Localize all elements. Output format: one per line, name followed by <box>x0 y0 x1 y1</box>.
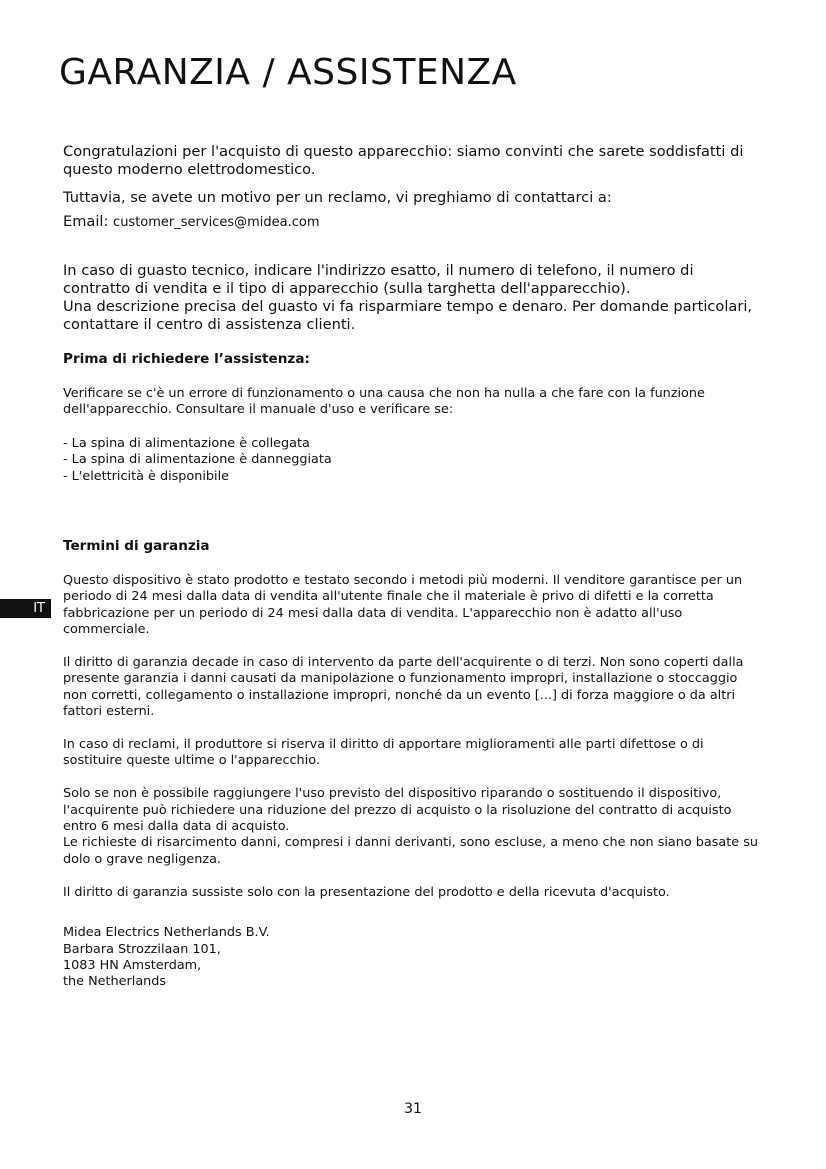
warranty-paragraph: In caso di reclami, il produttore si riserva il diritto di apportare miglioramenti alle parti difettose o di sostituire queste ultime o l'apparecchio. <box>63 737 704 769</box>
address-country: the Netherlands <box>63 974 167 990</box>
email-label: Email: <box>63 213 109 230</box>
technical-fault-text: In caso di guasto tecnico, indicare l'indirizzo esatto, il numero di telefono, il numero di contratto di vendita e il tipo di apparecchio (sulla targhetta dell'apparecchio). <box>63 262 694 297</box>
check-item: - La spina di alimentazione è collegata <box>63 435 310 451</box>
language-tab: IT <box>0 599 51 618</box>
before-service-text: Verificare se c'è un errore di funzionamento o una causa che non ha nulla a che fare con la funzione dell'apparecchio. Consultare il manuale d'uso e verificare se: <box>63 386 705 418</box>
email-line <box>63 213 763 232</box>
company-address <box>63 925 763 991</box>
warranty-terms-heading: Termini di garanzia <box>63 538 210 555</box>
check-item: - L'elettricità è disponibile <box>63 468 230 484</box>
before-service-heading: Prima di richiedere l’assistenza: <box>63 351 310 367</box>
page-title: GARANZIA / ASSISTENZA <box>59 52 517 93</box>
check-item: - La spina di alimentazione è danneggiata <box>63 452 332 468</box>
damages-text: Le richieste di risarcimento danni, compresi i danni derivanti, sono escluse, a meno che non siano basate su dolo o grave negligenza. <box>63 835 758 867</box>
check-list <box>63 436 763 485</box>
remedy-text: Solo se non è possibile raggiungere l'uso previsto del dispositivo riparando o sostituendo il dispositivo, l'acquirente può richiedere una riduzione del prezzo di acquisto o la risoluzione del contratto di acquisto entro 6 mesi dalla data di acquisto. <box>63 786 732 835</box>
intro-paragraph: Congratulazioni per l'acquisto di questo apparecchio: siamo convinti che sarete soddisfatti di questo moderno elettrodomestico. <box>63 143 744 178</box>
warranty-paragraph <box>63 786 763 868</box>
warranty-paragraph: Questo dispositivo è stato prodotto e testato secondo i metodi più moderni. Il venditore garantisce per un periodo di 24 mesi dalla data di vendita all'utente finale che il materiale è privo di difetti e la corretta fabbricazione per un periodo di 24 mesi dalla data di vendita. L'apparecchio non è adatto all'uso commerciale. <box>63 573 743 638</box>
email-address: customer_services@midea.com <box>113 215 320 230</box>
address-city: 1083 HN Amsterdam, <box>63 957 202 973</box>
warranty-paragraph: Il diritto di garanzia decade in caso di intervento da parte dell'acquirente o di terzi. Non sono coperti dalla presente garanzia i danni causati da manipolazione o funzionamento impropri, installazione o stoccaggio non corretti, collegamento o installazione impropri, nonché da un evento [...] di forza maggiore o da altri fattori esterni. <box>63 655 744 720</box>
warranty-terms-section <box>63 573 763 901</box>
intro-section <box>63 143 763 232</box>
technical-fault-section <box>63 262 763 334</box>
address-street: Barbara Strozzilaan 101, <box>63 941 221 957</box>
warranty-paragraph: Il diritto di garanzia sussiste solo con la presentazione del prodotto e della ricevuta d'acquisto. <box>63 884 670 900</box>
document-body <box>63 143 763 991</box>
complaint-paragraph: Tuttavia, se avete un motivo per un reclamo, vi preghiamo di contattarci a: <box>63 189 612 206</box>
company-name: Midea Electrics Netherlands B.V. <box>63 925 270 941</box>
description-advice-text: Una descrizione precisa del guasto vi fa risparmiare tempo e denaro. Per domande particolari, contattare il centro di assistenza clienti. <box>63 298 753 333</box>
page-number: 31 <box>404 1101 422 1117</box>
